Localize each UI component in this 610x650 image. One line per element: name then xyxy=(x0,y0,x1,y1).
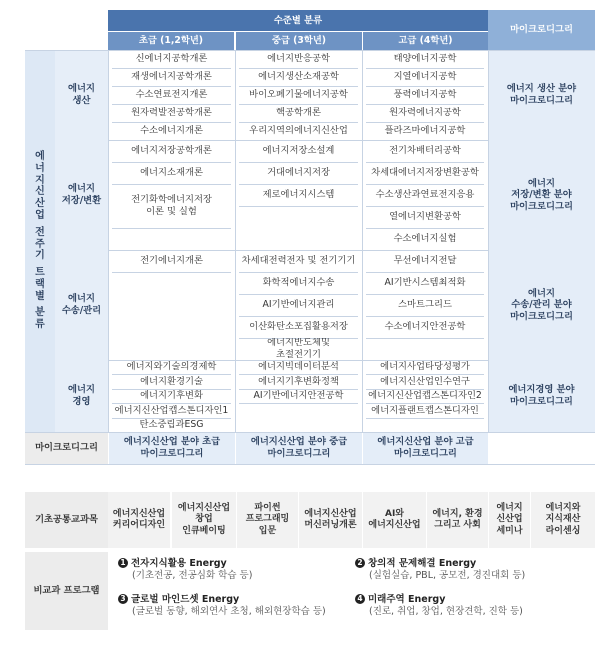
track-1-name: 에너지 저장/변환 xyxy=(55,140,108,250)
grid-line xyxy=(25,50,595,51)
extra-title-text: 글로벌 마인드셋 Energy xyxy=(131,594,240,605)
course-advanced-0-2: 풍력에너지공학 xyxy=(393,89,457,101)
track-2-micro: 에너지 수송/관리 분야 마이크로디그리 xyxy=(488,250,595,360)
course-advanced-2-0: 무선에너지전달 xyxy=(393,255,457,267)
track-3-name: 에너지 경영 xyxy=(55,360,108,432)
course-beginner-1-2: 전기화학에너지저장 이론 및 실험 xyxy=(131,194,212,217)
general-course-7: 에너지와 지식재산 라이센싱 xyxy=(531,492,595,548)
grid-line xyxy=(112,228,231,229)
general-course-6: 에너지 신산업 세미나 xyxy=(489,492,530,548)
track-side-label xyxy=(25,50,55,432)
course-beginner-1-1: 에너지소재개론 xyxy=(140,167,203,179)
side-char: 에 xyxy=(35,150,45,162)
course-intermediate-0-3: 핵공학개론 xyxy=(276,107,321,119)
side-char: 전 xyxy=(35,226,45,238)
grid-line xyxy=(239,403,358,404)
grid-line xyxy=(366,338,484,339)
course-intermediate-1-1: 거대에너지저장 xyxy=(267,167,330,179)
extra-item-sub: (진로, 취업, 창업, 현장견학, 진학 등) xyxy=(369,606,523,618)
level-2-header: 고급 (4학년) xyxy=(363,32,488,50)
extra-item-sub: (기초전공, 전공심화 학습 등) xyxy=(132,570,253,582)
grid-line xyxy=(112,272,231,273)
grid-line xyxy=(362,50,363,432)
extra-item-0 xyxy=(118,558,252,583)
track-1-micro: 에너지 저장/변환 분야 마이크로디그리 xyxy=(488,140,595,250)
course-intermediate-2-2: AI기반에너지관리 xyxy=(262,299,335,311)
level-0-header: 초급 (1,2학년) xyxy=(108,32,234,50)
track-0-micro: 에너지 생산 분야 마이크로디그리 xyxy=(488,50,595,140)
general-course-3: 에너지신산업 머신러닝개론 xyxy=(299,492,362,548)
course-intermediate-3-0: 에너지빅데이터분석 xyxy=(258,361,339,373)
course-advanced-2-3: 수소에너지안전공학 xyxy=(384,321,466,333)
side-char: 기 xyxy=(35,250,45,262)
course-advanced-3-1: 에너지신산업인수연구 xyxy=(380,375,470,387)
course-advanced-1-4: 수소에너지실험 xyxy=(393,233,457,245)
course-beginner-0-2: 수소연료전지개론 xyxy=(135,89,208,101)
micro-row-label: 마이크로디그리 xyxy=(25,432,108,464)
course-beginner-0-4: 수소에너지개론 xyxy=(140,125,203,137)
extra-item-2 xyxy=(118,594,326,619)
course-advanced-1-1: 차세대에너지저장변환공학 xyxy=(371,167,479,179)
general-course-2: 파이썬 프로그래밍 입문 xyxy=(237,492,298,548)
course-beginner-3-4: 탄소중립과ESG xyxy=(139,418,204,430)
extra-title-text: 미래주역 Energy xyxy=(368,594,446,605)
extra-item-3 xyxy=(355,594,523,619)
grid-line xyxy=(366,418,484,419)
course-beginner-3-2: 에너지기후변화 xyxy=(140,390,203,402)
grid-line xyxy=(488,50,489,432)
course-beginner-0-0: 신에너지공학개론 xyxy=(135,53,208,65)
course-advanced-2-1: AI기반시스템최적화 xyxy=(384,277,466,289)
track-3-micro: 에너지경영 분야 마이크로디그리 xyxy=(488,360,595,432)
track-2-name: 에너지 수송/관리 xyxy=(55,250,108,360)
course-beginner-3-1: 에너지환경기술 xyxy=(140,375,203,387)
side-char: 별 xyxy=(35,290,45,302)
side-char: 트 xyxy=(35,267,45,279)
level-header: 수준별 분류 xyxy=(108,10,488,31)
course-advanced-0-3: 원자력에너지공학 xyxy=(389,107,461,119)
course-beginner-3-3: 에너지신산업캡스톤디자인1 xyxy=(114,404,229,416)
course-beginner-3-0: 에너지와기술의경제학 xyxy=(126,361,217,373)
general-course-5: 에너지, 환경 그리고 사회 xyxy=(427,492,488,548)
extra-item-sub: (실험실습, PBL, 공모전, 경진대회 등) xyxy=(369,570,526,582)
course-advanced-1-2: 수소생산과연료전지응용 xyxy=(375,189,475,201)
extra-item-title xyxy=(355,594,523,606)
extra-item-title xyxy=(118,558,252,570)
grid-line xyxy=(108,50,109,432)
side-char: 지 xyxy=(35,174,45,186)
extra-item-sub: (글로벌 동향, 해외연사 초청, 해외현장학습 등) xyxy=(132,606,326,618)
number-badge-icon: 3 xyxy=(118,594,128,604)
side-char: 신 xyxy=(35,186,45,198)
side-char: 주 xyxy=(35,238,45,250)
side-char: 분 xyxy=(35,307,45,319)
course-advanced-0-4: 플라즈마에너지공학 xyxy=(384,125,466,137)
course-intermediate-2-4: 에너지반도체및 초절전기기 xyxy=(267,338,330,360)
side-char: 업 xyxy=(35,209,45,221)
course-intermediate-2-0: 차세대전력전자 및 전기기기 xyxy=(241,255,356,267)
grid-line xyxy=(25,464,595,465)
course-advanced-2-2: 스마트그리드 xyxy=(398,299,452,311)
general-label: 기초공통교과목 xyxy=(25,492,108,548)
micro-row-item-2: 에너지신산업 분야 고급 마이크로디그리 xyxy=(363,432,488,464)
course-intermediate-3-1: 에너지기후변화정책 xyxy=(258,375,339,387)
course-intermediate-2-3: 이산화탄소포집활용저장 xyxy=(249,321,348,333)
grid-line xyxy=(235,50,236,432)
extra-item-title xyxy=(118,594,326,606)
track-0-name: 에너지 생산 xyxy=(55,50,108,140)
micro-row-item-1: 에너지신산업 분야 중급 마이크로디그리 xyxy=(236,432,362,464)
course-beginner-1-0: 에너지저장공학개론 xyxy=(131,145,212,157)
course-advanced-3-2: 에너지신산업캡스톤디자인2 xyxy=(368,390,482,402)
course-advanced-3-0: 에너지사업타당성평가 xyxy=(380,361,470,373)
course-advanced-0-0: 태양에너지공학 xyxy=(393,53,457,65)
course-advanced-0-1: 지열에너지공학 xyxy=(393,71,457,83)
micro-row-empty xyxy=(489,432,595,464)
course-intermediate-1-2: 제로에너지시스템 xyxy=(262,189,335,201)
course-intermediate-1-0: 에너지저장소설계 xyxy=(262,145,335,157)
course-advanced-1-3: 열에너지변환공학 xyxy=(389,211,461,223)
course-beginner-0-3: 원자력발전공학개론 xyxy=(131,107,212,119)
number-badge-icon: 1 xyxy=(118,558,128,568)
extra-title-text: 창의적 문제해결 Energy xyxy=(368,558,477,569)
grid-line xyxy=(25,432,595,433)
course-beginner-0-1: 재생에너지공학개론 xyxy=(131,71,212,83)
number-badge-icon: 2 xyxy=(355,558,365,568)
course-intermediate-0-0: 에너지반응공학 xyxy=(267,53,330,65)
side-char: 산 xyxy=(35,198,45,210)
course-intermediate-3-2: AI기반에너지안전공학 xyxy=(253,390,344,402)
extra-item-1 xyxy=(355,558,525,583)
extra-label: 비교과 프로그램 xyxy=(25,552,108,630)
grid-line xyxy=(239,206,358,207)
general-course-1: 에너지신산업 창업 인큐베이팅 xyxy=(172,492,236,548)
side-char: 랙 xyxy=(35,278,45,290)
general-course-4: AI와 에너지신산업 xyxy=(363,492,426,548)
side-char: 류 xyxy=(35,319,45,331)
course-intermediate-2-1: 화학적에너지수송 xyxy=(262,277,335,289)
micro-header: 마이크로디그리 xyxy=(488,10,595,50)
extra-item-title xyxy=(355,558,525,570)
side-char: 너 xyxy=(35,162,45,174)
course-intermediate-0-2: 바이오폐기물에너지공학 xyxy=(249,89,348,101)
course-advanced-3-3: 에너지플랜트캡스톤디자인 xyxy=(371,404,479,416)
micro-row-item-0: 에너지신산업 분야 초급 마이크로디그리 xyxy=(109,432,235,464)
number-badge-icon: 4 xyxy=(355,594,365,604)
general-course-0: 에너지신산업 커리어디자인 xyxy=(108,492,170,548)
extra-title-text: 전자지식활용 Energy xyxy=(131,558,227,569)
level-1-header: 중급 (3학년) xyxy=(236,32,362,50)
course-advanced-1-0: 전기차배터리공학 xyxy=(389,145,461,157)
course-beginner-2-0: 전기에너지개론 xyxy=(140,255,203,267)
course-intermediate-0-4: 우리지역의에너지신산업 xyxy=(249,125,348,137)
course-intermediate-0-1: 에너지생산소재공학 xyxy=(258,71,339,83)
